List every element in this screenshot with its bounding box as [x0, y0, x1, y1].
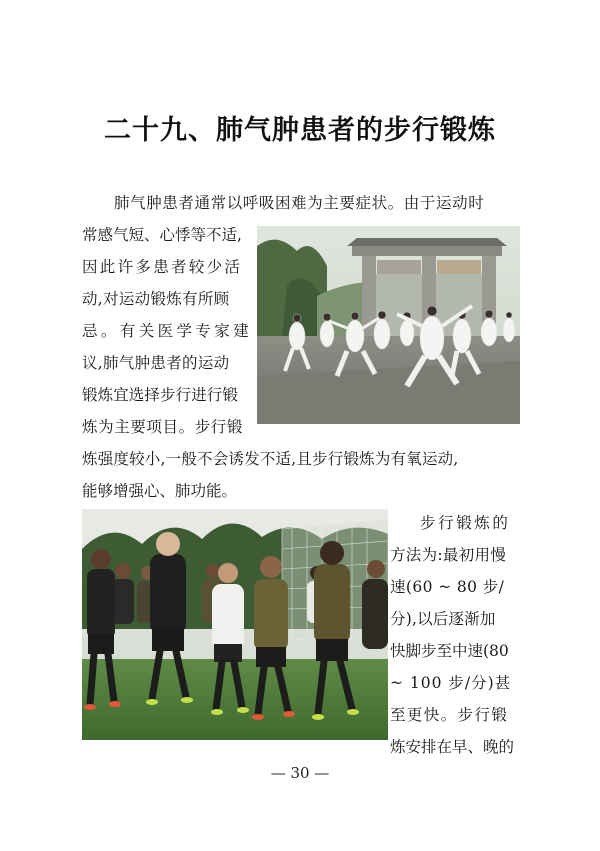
running-photo	[82, 509, 388, 740]
page-title: 二十九、肺气肿患者的步行锻炼	[104, 115, 496, 146]
paragraph2-line-5: 快脚步至中速(80	[390, 642, 509, 660]
paragraph2-line-3: 速(60 ~ 80 步/	[390, 578, 505, 596]
paragraph1-line-7: 锻炼宜选择步行进行锻	[82, 386, 239, 404]
paragraph1-line-9: 炼强度较小,一般不会诱发不适,且步行锻炼为有氧运动,	[82, 450, 459, 468]
paragraph2-line-7: 至更快。步行锻	[390, 706, 509, 724]
paragraph1-line-5: 忌。有关医学专家建	[82, 322, 253, 340]
page-number: — 30 —	[270, 764, 330, 782]
paragraph2-line-8: 炼安排在早、晚的	[390, 738, 515, 756]
paragraph1-line-8: 炼为主要项目。步行锻	[82, 418, 244, 436]
paragraph1-line-3: 因此许多患者较少活	[82, 258, 243, 276]
paragraph1-line-6: 议,肺气肿患者的运动	[82, 354, 230, 372]
paragraph1-line-1: 肺气肿患者通常以呼吸困难为主要症状。由于运动时	[114, 194, 485, 212]
paragraph2-line-4: 分),以后逐渐加	[390, 610, 496, 628]
taichi-photo	[257, 226, 520, 424]
paragraph2-line-6: ~ 100 步/分)甚	[390, 674, 512, 692]
paragraph1-line-2: 常感气短、心悸等不适,	[82, 226, 242, 244]
paragraph2-line-1: 步行锻炼的	[420, 514, 511, 532]
paragraph1-line-10: 能够增强心、肺功能。	[82, 482, 238, 500]
paragraph2-line-2: 方法为:最初用慢	[390, 546, 507, 564]
paragraph1-line-4: 动,对运动锻炼有所顾	[82, 290, 230, 308]
